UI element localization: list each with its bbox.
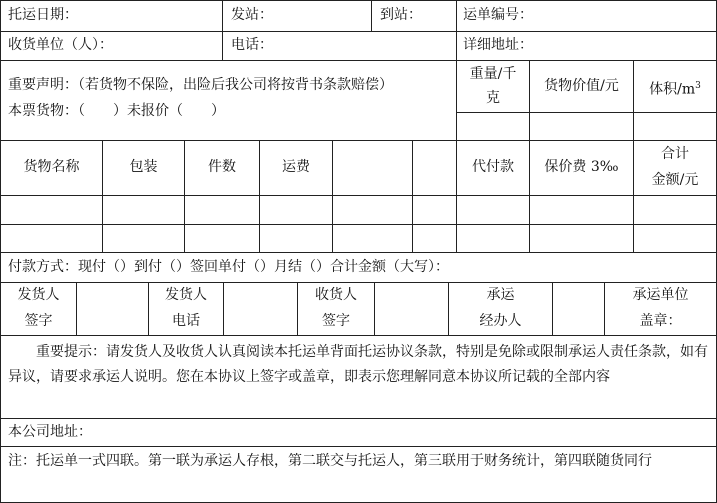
border-top: [0, 0, 717, 1]
rule: [0, 31, 717, 32]
rule: [0, 140, 717, 141]
to-station-label: 到站：: [380, 7, 422, 23]
phone-label: 电话：: [231, 37, 273, 53]
col-total-1: 合计: [661, 146, 689, 162]
rule: [0, 446, 717, 447]
rule: [222, 0, 223, 31]
consignee-sign-2: 签字: [322, 313, 350, 329]
from-station-label: 发站：: [231, 7, 273, 23]
weight-label-1: 重量/千: [469, 66, 517, 82]
cargo-value-label: 货物价值/元: [544, 78, 619, 94]
col-cod: 代付款: [472, 159, 514, 175]
col-freight: 运费: [282, 159, 310, 175]
col-package: 包装: [129, 159, 158, 175]
rule: [0, 282, 717, 283]
shipper-phone-1: 发货人: [165, 287, 207, 303]
rule: [0, 252, 717, 253]
waybill-no-label: 运单编号：: [463, 7, 533, 23]
weight-label-2: 克: [486, 90, 500, 106]
rule: [529, 60, 530, 140]
rule: [456, 112, 717, 113]
col-pieces: 件数: [208, 159, 236, 175]
volume-superscript: 3: [695, 81, 701, 91]
shipper-sign-1: 发货人: [17, 287, 60, 303]
shipper-phone-2: 电话: [172, 313, 200, 329]
carrier-seal-1: 承运单位: [632, 287, 689, 303]
rule: [0, 224, 717, 225]
volume-text: 体积/m: [649, 81, 696, 98]
rule: [0, 335, 717, 336]
volume-label: [634, 76, 716, 100]
rule: [0, 195, 717, 196]
company-address-label: 本公司地址：: [8, 424, 92, 440]
rule: [223, 282, 224, 335]
rule: [332, 140, 333, 252]
rule: [222, 31, 223, 60]
rule: [371, 0, 372, 31]
rule: [456, 0, 457, 31]
rule: [412, 140, 413, 252]
rule: [374, 282, 375, 335]
cargo-note: 本票货物：（ ）未报价（ ）: [8, 103, 225, 119]
carrier-seal-2: 盖章：: [639, 313, 682, 329]
rule: [0, 60, 717, 61]
col-goods-name: 货物名称: [23, 159, 80, 175]
payment-line: 付款方式：现付（）到付（）签回单付（）月结（）合计金额（大写）：: [8, 259, 449, 275]
col-total-2: 金额/元: [651, 172, 699, 188]
footnote: 注：托运单一式四联。第一联为承运人存根，第二联交与托运人，第三联用于财务统计，第四联随货同行: [8, 453, 652, 469]
col-insurance: 保价费 3‰: [544, 159, 619, 175]
rule: [76, 282, 77, 335]
rule: [552, 282, 553, 335]
consignee-label: 收货单位（人）：: [8, 37, 113, 53]
rule: [0, 418, 717, 419]
ship-date-label: 托运日期：: [8, 7, 78, 23]
address-label: 详细地址：: [463, 37, 533, 53]
shipper-sign-2: 签字: [24, 313, 53, 329]
carrier-agent-1: 承运: [486, 287, 515, 303]
rule: [456, 31, 457, 60]
declaration-text: 重要声明：（若货物不保险，出险后我公司将按背书条款赔偿）: [8, 77, 393, 93]
rule: [633, 60, 634, 140]
carrier-agent-2: 经办人: [479, 313, 522, 329]
consignee-sign-1: 收货人: [315, 287, 357, 303]
notice-paragraph: 重要提示：请发货人及收货人认真阅读本托运单背面托运协议条款，特别是免除或限制承运人责任条款，如有异议，请要求承运人说明。您在本协议上签字或盖章，即表示您理解同意本协议所记载的全部内容: [8, 344, 708, 385]
